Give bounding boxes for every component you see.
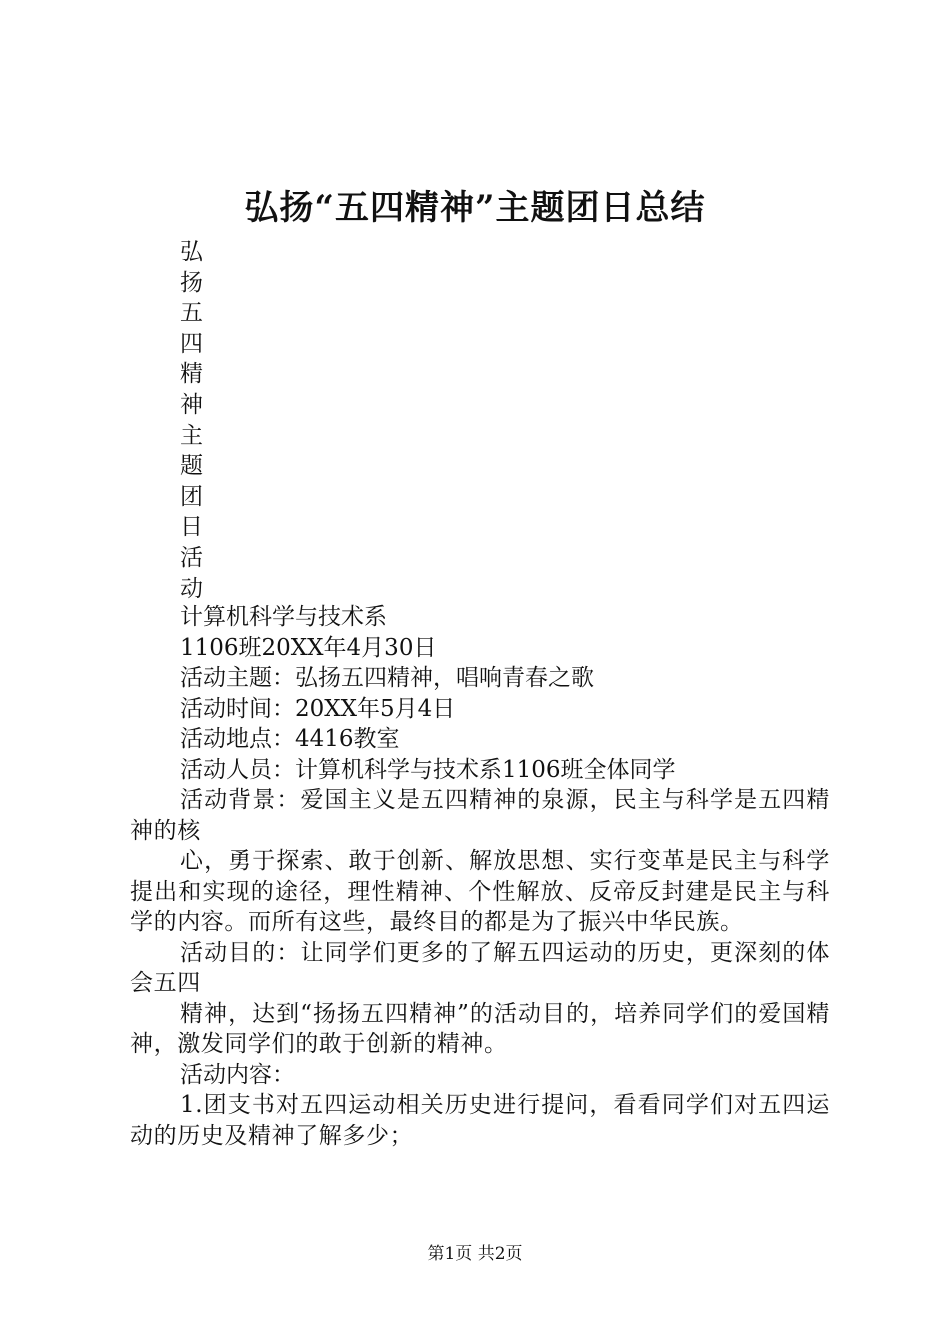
document-body: [130, 602, 830, 1151]
content-item-1: 1.团支书对五四运动相关历史进行提问，看看同学们对五四运动的历史及精神了解多少；: [130, 1092, 830, 1149]
vertical-heading: [180, 237, 220, 604]
vertical-char: 五: [180, 300, 203, 327]
vertical-char: 团: [180, 483, 203, 510]
vertical-char: 日: [180, 514, 203, 541]
background-continued: 心，勇于探索、敢于创新、解放思想、实行变革是民主与科学提出和实现的途径，理性精神、个性解放、反帝反封建是民主与科学的内容。而所有这些，最终目的都是为了振兴中华民族。: [130, 848, 830, 935]
vertical-char: 精: [180, 361, 203, 388]
vertical-char: 动: [180, 575, 203, 602]
vertical-char: 主: [180, 422, 203, 449]
vertical-char: 神: [180, 391, 203, 418]
activity-purpose: 活动目的：让同学们更多的了解五四运动的历史，更深刻的体会五四: [130, 939, 830, 996]
activity-participants: 活动人员：计算机科学与技术系1106班全体同学: [180, 756, 676, 783]
purpose-continued: 精神，达到“扬扬五四精神”的活动目的，培养同学们的爱国精神，激发同学们的敢于创新的精神。: [130, 1000, 830, 1057]
department-line: 计算机科学与技术系: [180, 604, 387, 630]
activity-time: 活动时间：20XX年5月4日: [180, 695, 456, 722]
activity-theme: 活动主题：弘扬五四精神，唱响青春之歌: [180, 665, 594, 691]
activity-location: 活动地点：4416教室: [180, 726, 400, 752]
activity-content-heading: 活动内容：: [180, 1061, 295, 1088]
page-footer: 第1页 共2页: [427, 1244, 523, 1264]
vertical-char: 弘: [180, 239, 203, 265]
vertical-char: 活: [180, 544, 203, 571]
vertical-char: 四: [180, 330, 203, 357]
vertical-char: 扬: [180, 269, 203, 296]
class-date-line: 1106班20XX年4月30日: [180, 634, 437, 661]
activity-background: 活动背景：爱国主义是五四精神的泉源，民主与科学是五四精神的核: [130, 787, 830, 844]
document-title: 弘扬“五四精神”主题团日总结: [244, 188, 706, 228]
vertical-char: 题: [180, 453, 203, 480]
